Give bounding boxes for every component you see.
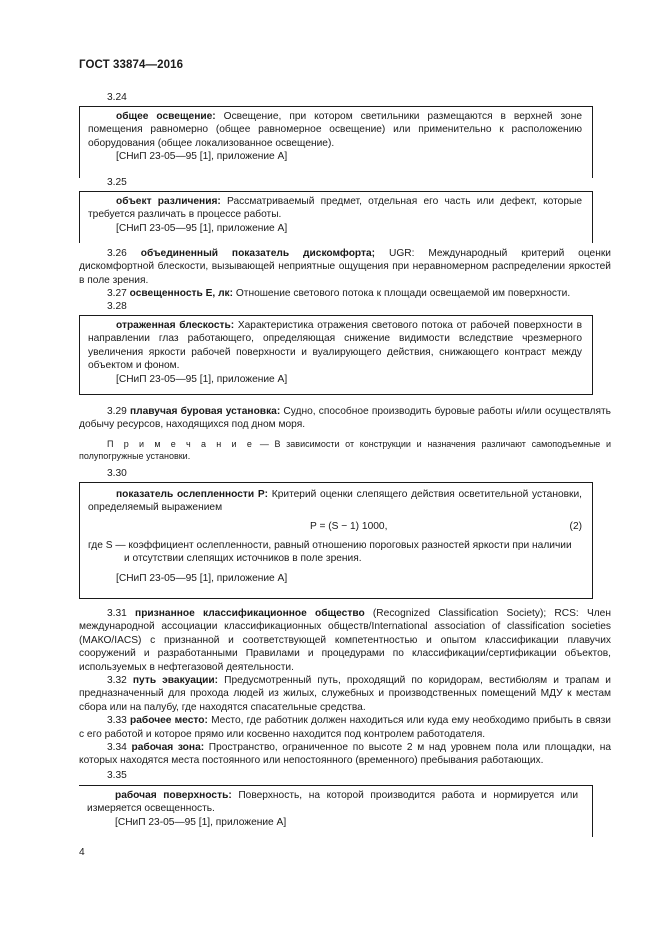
term-number: 3.35 [107,770,127,781]
formula-explanation: где S — коэффициент ослепленности, равный отношению пороговых разностей яркости при наличии [88,539,572,551]
page-number: 4 [79,847,85,858]
term-definition: объект различения: Рассматриваемый предмет, отдельная его часть или дефект, которые требуется различать в процессе работы. [88,196,582,221]
term-title: отраженная блескость: [116,320,235,331]
term-definition: показатель ослепленности P: Критерий оценки слепящего действия осветительной установки, определяемый выражением [88,489,583,514]
formula: P = (S − 1) 1000, [310,520,388,532]
terms-3-31-to-3-34 [79,607,611,768]
term-number: 3.30 [107,468,127,479]
term-box-3-30 [79,482,593,599]
term-box-3-28 [79,315,593,395]
term-reference: [СНиП 23-05—95 [1], приложение А] [116,373,288,385]
term-reference: [СНиП 23-05—95 [1], приложение А] [116,222,288,234]
term-3-34: 3.34 рабочая зона: Пространство, ограниченное по высоте 2 м над уровнем пола или площадки, на которых находятся места постоянного или непостоянного (временного) пребывания работающих. [79,742,611,767]
term-title: объединенный показатель дискомфорта; [140,248,376,259]
term-box-3-35 [79,785,593,837]
term-reference: [СНиП 23-05—95 [1], приложение А] [116,572,288,584]
term-box-3-24 [79,106,593,178]
term-number: 3.24 [107,92,127,103]
term-title: показатель ослепленности P: [116,489,269,500]
formula-explanation-cont: и отсутствии слепящих источников в поле зрения. [124,553,362,565]
term-reference: [СНиП 23-05—95 [1], приложение А] [115,816,287,828]
term-title: плавучая буровая установка: [130,406,281,417]
term-number: 3.28 [107,301,127,312]
term-title: общее освещение: [116,111,216,122]
term-title: рабочая поверхность: [115,790,232,801]
term-title: освещенность E, лк: [129,288,234,300]
term-title: объект различения: [116,196,221,207]
term-definition: общее освещение: Освещение, при котором светильники размещаются в верхней зоне помещения равномерно (общее равномерное освещение) или применительно к расположению оборудования (общее локализованное освещение). [88,111,582,149]
term-3-27: 3.27 освещенность E, лк: Отношение светового потока к площади освещаемой им поверхности. [107,288,571,300]
term-3-29 [79,405,611,462]
term-note: П р и м е ч а н и е — В зависимости от конструкции и назначения различают самоподъемные и полупогружные установки. [79,438,611,461]
term-number: 3.25 [107,177,127,188]
term-definition: отраженная блескость: Характеристика отражения светового потока от рабочей поверхности в направлении глаз работающего, определяющая снижение видимости вследствие чрезмерного увеличения яркости рабочей поверхности и вуалирующего действия, снижающего контраст между объектом и фоном. [88,320,582,372]
formula-number: (2) [569,520,582,532]
term-title: путь эвакуации: [132,675,219,687]
term-3-33: 3.33 рабочее место: Место, где работник должен находиться или куда ему необходимо прибыть в связи с его работой и которое прямо или косвенно находится под контролем работодателя. [79,715,611,740]
term-title: рабочая зона: [131,742,205,754]
term-3-32: 3.32 путь эвакуации: Предусмотренный путь, проходящий по коридорам, вестибюлям и трапам и предназначенный для прохода людей из жилых, служебных и производственных помещений МДУ к местам сбора или на палубу, где находятся спасательные средства. [79,675,611,713]
term-3-26 [79,247,611,301]
document-header: ГОСТ 33874—2016 [79,59,184,71]
term-definition: рабочая поверхность: Поверхность, на которой производится работа и нормируется или измеряется освещенность. [87,790,579,815]
term-definition: 3.26 объединенный показатель дискомфорта; UGR: Международный критерий оценки дискомфортной блескости, вызывающей неприятные ощущения при неравномерном распределении яркостей в поле зрения. [79,248,611,286]
term-definition: 3.29 плавучая буровая установка: Судно, способное производить буровые работы и/или осуществлять добычу ресурсов, находящихся под дном моря. [79,406,611,431]
term-title: признанное классификационное общество [135,608,365,619]
term-3-31: 3.31 признанное классификационное общество (Recognized Classification Society); RCS: Член международной ассоциации классификационных обществ/International association of classification societies (МАКО/IACS) с признанной и соответствующей компетентностью и опытом классификации плавучих сооружений и разработанными Правилами и процедурами по классификации/сертификации объектов, используемых в нефтегазовой деятельности. [79,608,611,673]
term-box-3-25 [79,191,593,243]
term-title: рабочее место: [130,715,208,727]
formula-row [88,521,582,539]
term-reference: [СНиП 23-05—95 [1], приложение А] [116,151,288,163]
